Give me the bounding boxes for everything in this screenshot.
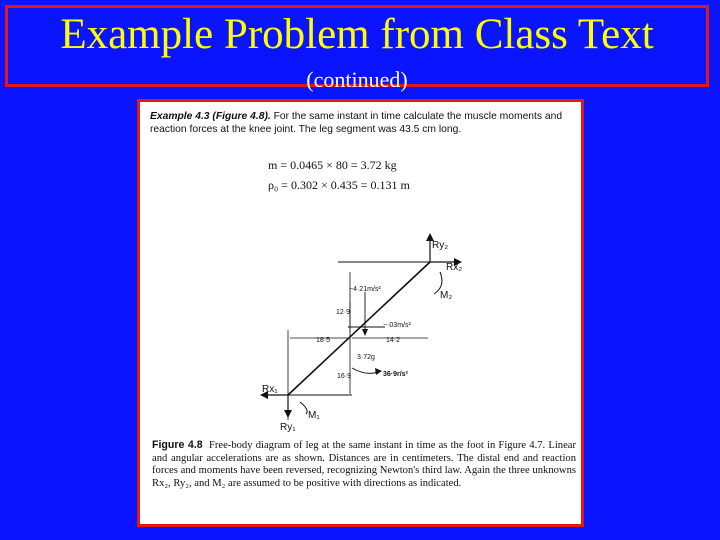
label-rx1: Rx₁ <box>262 384 278 395</box>
label-accel-mid: −·03m/s² <box>383 322 411 329</box>
label-weight: 3·72g <box>357 354 375 361</box>
label-m2: M₂ <box>440 290 453 301</box>
m1-arc <box>300 402 307 414</box>
label-dim-185: 18·5 <box>316 337 331 344</box>
label-m1: M₁ <box>308 410 320 421</box>
slide-title: Example Problem from Class Text <box>60 11 654 58</box>
label-rx2: Rx₂ <box>446 262 463 273</box>
label-accel-top: −4·21m/s² <box>349 286 381 293</box>
accel-y-arrowhead <box>362 329 368 336</box>
alpha-arc <box>352 368 378 373</box>
radius-equation: ρ₀ = 0.302 × 0.435 = 0.131 m <box>268 178 410 192</box>
label-alpha: 36·9r/s² <box>383 371 408 378</box>
alpha-arrowhead <box>375 368 382 375</box>
title-frame <box>5 5 709 92</box>
label-dim-142: 14·2 <box>386 337 401 344</box>
figure-caption <box>152 439 576 490</box>
textbook-page <box>137 99 584 527</box>
ry1-arrowhead <box>284 410 292 418</box>
label-ry2: Ry₂ <box>432 240 449 251</box>
free-body-diagram <box>140 102 581 432</box>
label-dim-129: 12·9 <box>336 309 351 316</box>
example-text: For the same instant in time calculate the muscle moments and reaction forces at the knee joint. The leg segment was 43.5 cm long. <box>150 111 563 135</box>
caption-text: Free-body diagram of leg at the same instant in time as the foot in Figure 4.7. Linear and angular accelerations are as shown. Distances are in centimeters. The distal end and reaction forces and moments have been reversed, recognizing Newton's third law. Again the three unknowns Rx₂, Ry₂, and M₂ are assumed to be positive with directions as indicated. <box>152 440 577 489</box>
caption-label: Figure 4.8 <box>152 439 203 451</box>
label-dim-169: 16·9 <box>337 373 352 380</box>
example-label: Example 4.3 (Figure 4.8). <box>150 111 271 122</box>
label-ry1: Ry₁ <box>280 422 296 432</box>
mass-equation: m = 0.0465 × 80 = 3.72 kg <box>268 158 397 172</box>
slide-subtitle: (continued) <box>306 67 408 92</box>
